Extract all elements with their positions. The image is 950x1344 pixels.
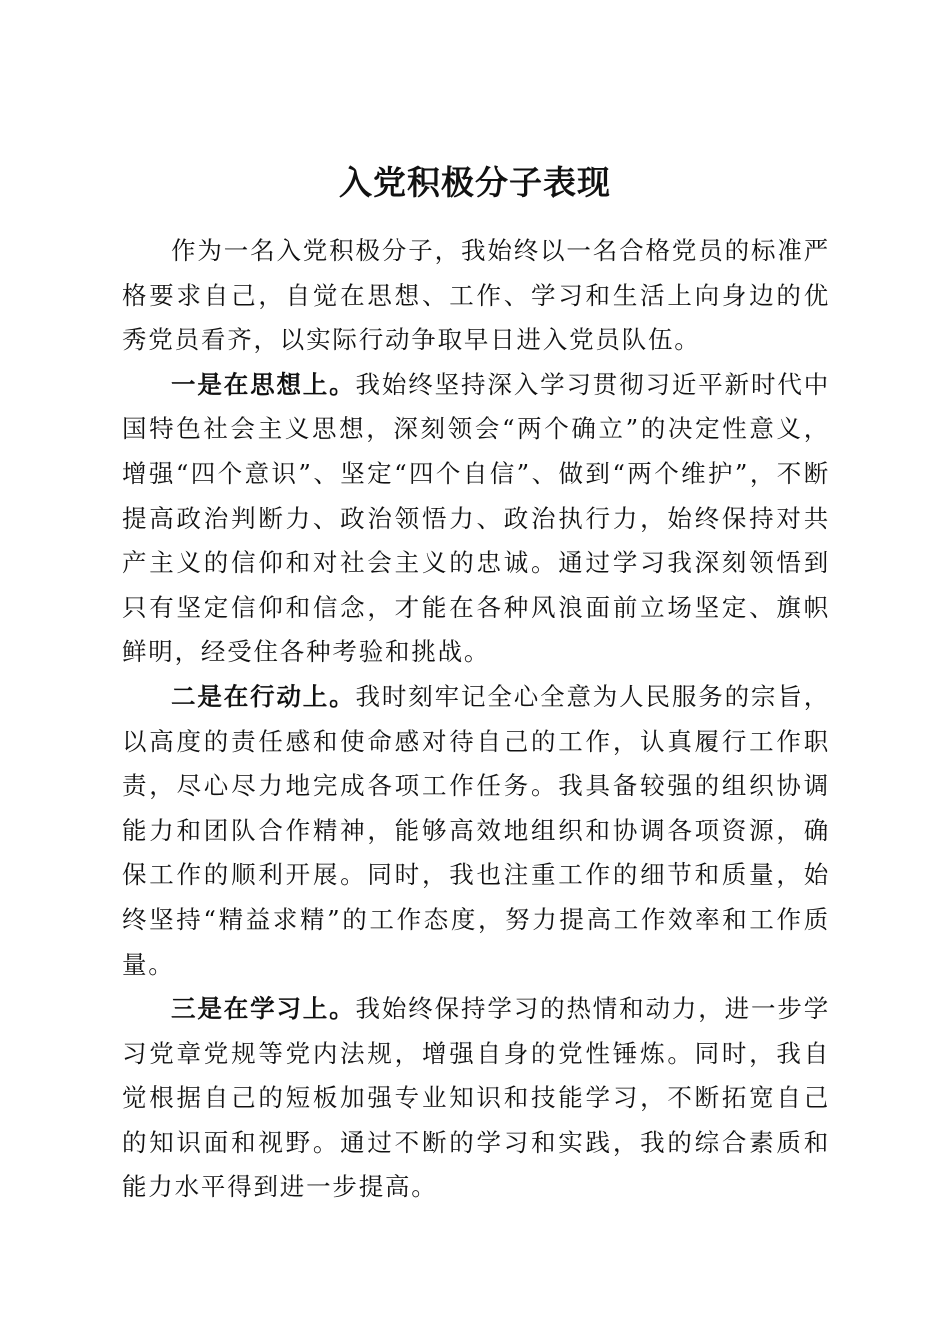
section-lead: 二是在行动上。: [171, 681, 356, 711]
section-paragraph-action: [122, 675, 830, 987]
document-title: 入党积极分子表现: [339, 163, 611, 203]
document-body: [122, 229, 830, 1210]
section-lead: 三是在学习上。: [171, 994, 356, 1024]
section-paragraph-thought: [122, 363, 830, 675]
section-text: 我始终坚持深入学习贯彻习近平新时代中国特色社会主义思想，深刻领会“两个确立”的决定性意义，增强“四个意识”、坚定“四个自信”、做到“两个维护”，不断提高政治判断力、政治领悟力、政治执行力，始终保持对共产主义的信仰和对社会主义的忠诚。通过学习我深刻领悟到只有坚定信仰和信念，才能在各种风浪面前立场坚定、旗帜鲜明，经受住各种考验和挑战。: [122, 369, 830, 667]
section-text: 我时刻牢记全心全意为人民服务的宗旨，以高度的责任感和使命感对待自己的工作，认真履行工作职责，尽心尽力地完成各项工作任务。我具备较强的组织协调能力和团队合作精神，能够高效地组织和协调各项资源，确保工作的顺利开展。同时，我也注重工作的细节和质量，始终坚持“精益求精”的工作态度，努力提高工作效率和工作质量。: [122, 681, 830, 979]
intro-paragraph: 作为一名入党积极分子，我始终以一名合格党员的标准严格要求自己，自觉在思想、工作、学习和生活上向身边的优秀党员看齐，以实际行动争取早日进入党员队伍。: [122, 236, 830, 355]
section-paragraph-study: [122, 987, 830, 1210]
section-lead: 一是在思想上。: [171, 369, 356, 399]
section-text: 我始终保持学习的热情和动力，进一步学习党章党规等党内法规，增强自身的党性锤炼。同时，我自觉根据自己的短板加强专业知识和技能学习，不断拓宽自己的知识面和视野。通过不断的学习和实践，我的综合素质和能力水平得到进一步提高。: [122, 994, 830, 1202]
